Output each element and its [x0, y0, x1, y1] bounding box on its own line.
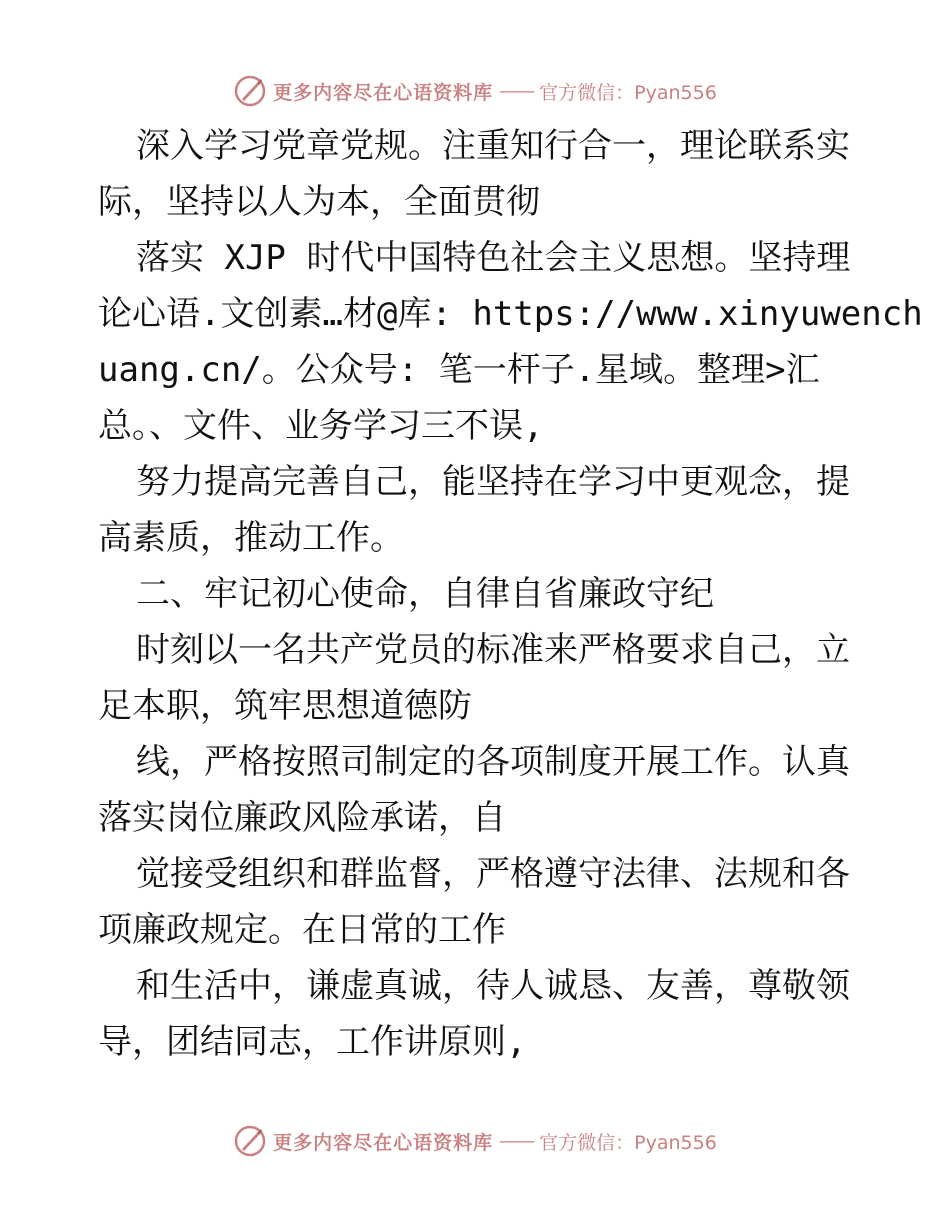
- text-line: 时刻以一名共产党员的标准来严格要求自己，立: [136, 630, 850, 670]
- text-line: 际，坚持以人为本，全面贯彻: [98, 182, 540, 222]
- quill-pen-icon: [233, 74, 267, 108]
- text-line: 觉接受组织和群监督，严格遵守法律、法规和各: [136, 854, 850, 894]
- header-watermark: [0, 71, 950, 111]
- text-line: 深入学习党章党规。注重知行合一，理论联系实: [136, 126, 850, 166]
- watermark-brand: 更多内容尽在心语资料库: [273, 81, 494, 104]
- document-body: [98, 118, 923, 1070]
- text-line: 高素质，推动工作。: [98, 518, 404, 558]
- text-line: 线，严格按照司制定的各项制度开展工作。认真: [136, 742, 850, 782]
- watermark-dash: ——: [499, 1130, 534, 1152]
- text-line: 努力提高完善自己，能坚持在学习中更观念，提: [136, 462, 850, 502]
- watermark-dash: ——: [499, 80, 534, 102]
- text-line: uang.cn/。公众号: 笔一杆子.星域。整理>汇: [98, 350, 820, 390]
- section-heading: 二、牢记初心使命，自律自省廉政守纪: [136, 574, 714, 614]
- watermark-brand: 更多内容尽在心语资料库: [273, 1131, 494, 1154]
- text-line: 总。、文件、业务学习三不误,: [98, 406, 544, 446]
- text-line: 和生活中，谦虚真诚，待人诚恳、友善，尊敬领: [136, 966, 850, 1006]
- text-line: 落实岗位廉政风险承诺，自: [98, 798, 506, 838]
- footer-watermark: [0, 1121, 950, 1161]
- text-line: 导，团结同志，工作讲原则,: [98, 1022, 527, 1062]
- text-line: 足本职，筑牢思想道德防: [98, 686, 472, 726]
- quill-pen-icon: [233, 1124, 267, 1158]
- text-line: 论心语.文创素…材@库: https://www.xinyuwench: [98, 294, 923, 334]
- watermark-wechat: 官方微信：Pyan556: [539, 1131, 717, 1154]
- text-line: 落实 XJP 时代中国特色社会主义思想。坚持理: [136, 238, 851, 278]
- text-line: 项廉政规定。在日常的工作: [98, 910, 506, 950]
- watermark-wechat: 官方微信：Pyan556: [539, 81, 717, 104]
